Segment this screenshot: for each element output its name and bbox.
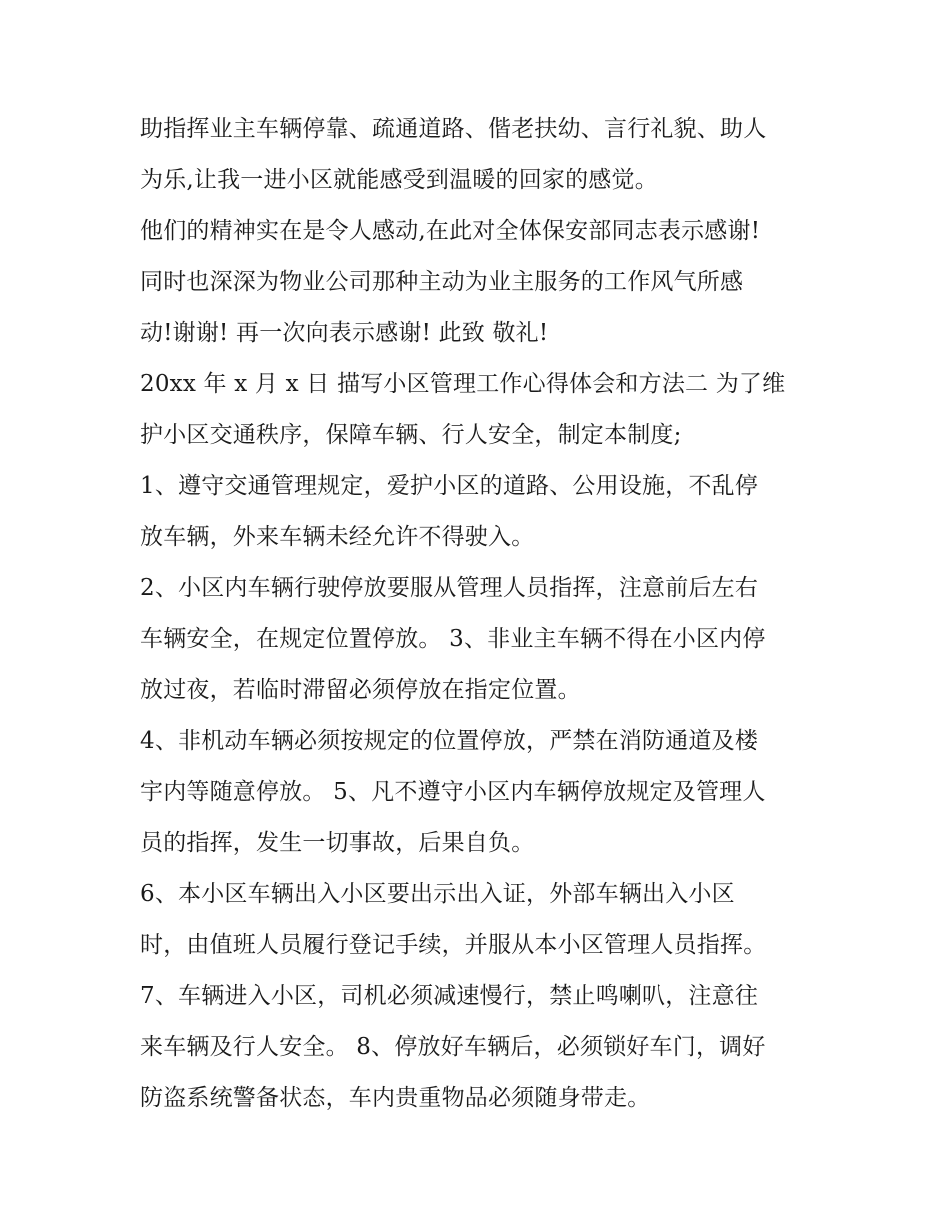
text-line: 7、车辆进入小区，司机必须减速慢行，禁止鸣喇叭，注意往 <box>140 983 759 1009</box>
text-line: 车辆安全，在规定位置停放。 3、非业主车辆不得在小区内停 <box>140 626 766 652</box>
text-line: 20xx 年 x 月 x 日 描写小区管理工作心得体会和方法二 为了维 <box>140 371 786 397</box>
text-line: 助指挥业主车辆停靠、疏通道路、偕老扶幼、言行礼貌、助人 <box>140 116 767 142</box>
text-line: 放过夜，若临时滞留必须停放在指定位置。 <box>140 677 581 703</box>
text-line: 防盗系统警备状态，车内贵重物品必须随身带走。 <box>140 1085 651 1111</box>
text-line: 1、遵守交通管理规定，爱护小区的道路、公用设施，不乱停 <box>140 473 759 499</box>
text-line: 4、非机动车辆必须按规定的位置停放，严禁在消防通道及楼 <box>140 728 759 754</box>
text-line: 护小区交通秩序，保障车辆、行人安全，制定本制度; <box>140 422 682 448</box>
text-line: 时，由值班人员履行登记手续，并服从本小区管理人员指挥。 <box>140 932 767 958</box>
text-line: 同时也深深为物业公司那种主动为业主服务的工作风气所感 <box>140 269 744 295</box>
text-line: 动!谢谢! 再一次向表示感谢! 此致 敬礼! <box>140 320 549 346</box>
document-body <box>140 104 820 1124</box>
text-line: 6、本小区车辆出入小区要出示出入证，外部车辆出入小区 <box>140 881 735 907</box>
text-line: 放车辆，外来车辆未经允许不得驶入。 <box>140 524 535 550</box>
text-line: 2、小区内车辆行驶停放要服从管理人员指挥，注意前后左右 <box>140 575 759 601</box>
text-line: 他们的精神实在是令人感动,在此对全体保安部同志表示感谢! <box>140 218 761 244</box>
text-line: 员的指挥，发生一切事故，后果自负。 <box>140 830 535 856</box>
text-line: 宇内等随意停放。 5、凡不遵守小区内车辆停放规定及管理人 <box>140 779 766 805</box>
text-line: 为乐,让我一进小区就能感受到温暖的回家的感觉。 <box>140 167 658 193</box>
text-line: 来车辆及行人安全。 8、停放好车辆后，必须锁好车门，调好 <box>140 1034 766 1060</box>
